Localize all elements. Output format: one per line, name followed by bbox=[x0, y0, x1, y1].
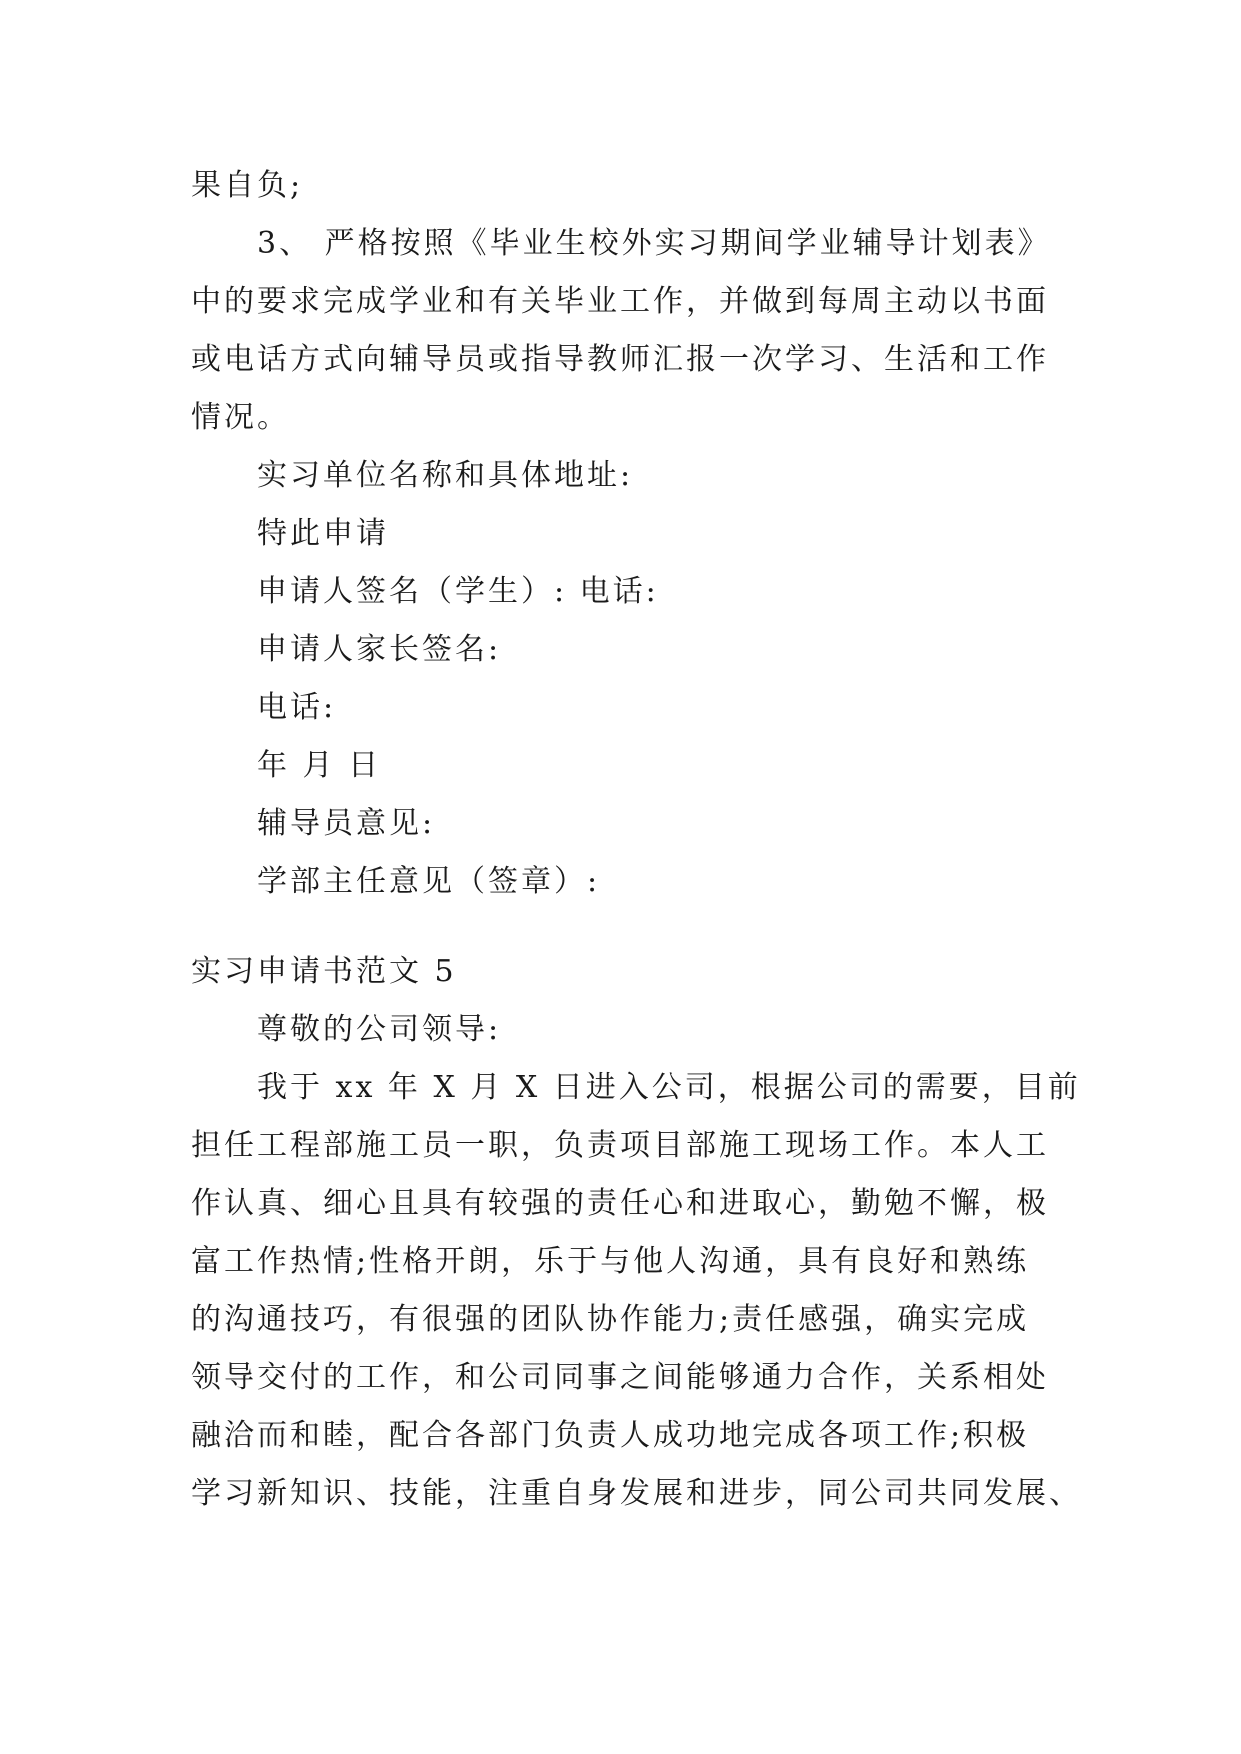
section-prev-body bbox=[191, 157, 1051, 911]
paragraph-line: 领导交付的工作，和公司同事之间能够通力合作，关系相处 bbox=[191, 1360, 1049, 1395]
salutation: 尊敬的公司领导: bbox=[257, 1012, 502, 1047]
paragraph-line: 学习新知识、技能，注重自身发展和进步，同公司共同发展、 bbox=[191, 1476, 1082, 1511]
paragraph-line: 或电话方式向辅导员或指导教师汇报一次学习、生活和工作 bbox=[191, 342, 1049, 377]
paragraph-line: 担任工程部施工员一职，负责项目部施工现场工作。本人工 bbox=[191, 1128, 1049, 1163]
date-label: 年 月 日 bbox=[257, 748, 382, 783]
parent-signature-label: 申请人家长签名: bbox=[257, 632, 502, 667]
paragraph-line: 3、 严格按照《毕业生校外实习期间学业辅导计划表》 bbox=[257, 226, 1051, 261]
counselor-opinion-label: 辅导员意见: bbox=[257, 806, 436, 841]
paragraph-line: 的沟通技巧，有很强的团队协作能力;责任感强，确实完成 bbox=[191, 1302, 1030, 1337]
paragraph-line: 富工作热情;性格开朗，乐于与他人沟通，具有良好和熟练 bbox=[191, 1244, 1030, 1279]
paragraph-line: 中的要求完成学业和有关毕业工作，并做到每周主动以书面 bbox=[191, 284, 1049, 319]
section-5-body bbox=[191, 943, 1082, 1523]
director-opinion-label: 学部主任意见（签章）: bbox=[257, 864, 601, 899]
applicant-signature-label: 申请人签名（学生）: 电话: bbox=[257, 574, 659, 609]
paragraph-line: 融洽而和睦，配合各部门负责人成功地完成各项工作;积极 bbox=[191, 1418, 1030, 1453]
phone-label: 电话: bbox=[257, 690, 337, 725]
closing-phrase: 特此申请 bbox=[257, 516, 389, 551]
paragraph-line: 果自负; bbox=[191, 168, 304, 203]
paragraph-line: 作认真、细心且具有较强的责任心和进取心，勤勉不懈，极 bbox=[191, 1186, 1049, 1221]
paragraph-line: 我于 xx 年 X 月 X 日进入公司，根据公司的需要，目前 bbox=[257, 1070, 1081, 1105]
section-title: 实习申请书范文 5 bbox=[191, 954, 457, 989]
internship-unit-label: 实习单位名称和具体地址: bbox=[257, 458, 634, 493]
paragraph-line: 情况。 bbox=[191, 400, 290, 435]
